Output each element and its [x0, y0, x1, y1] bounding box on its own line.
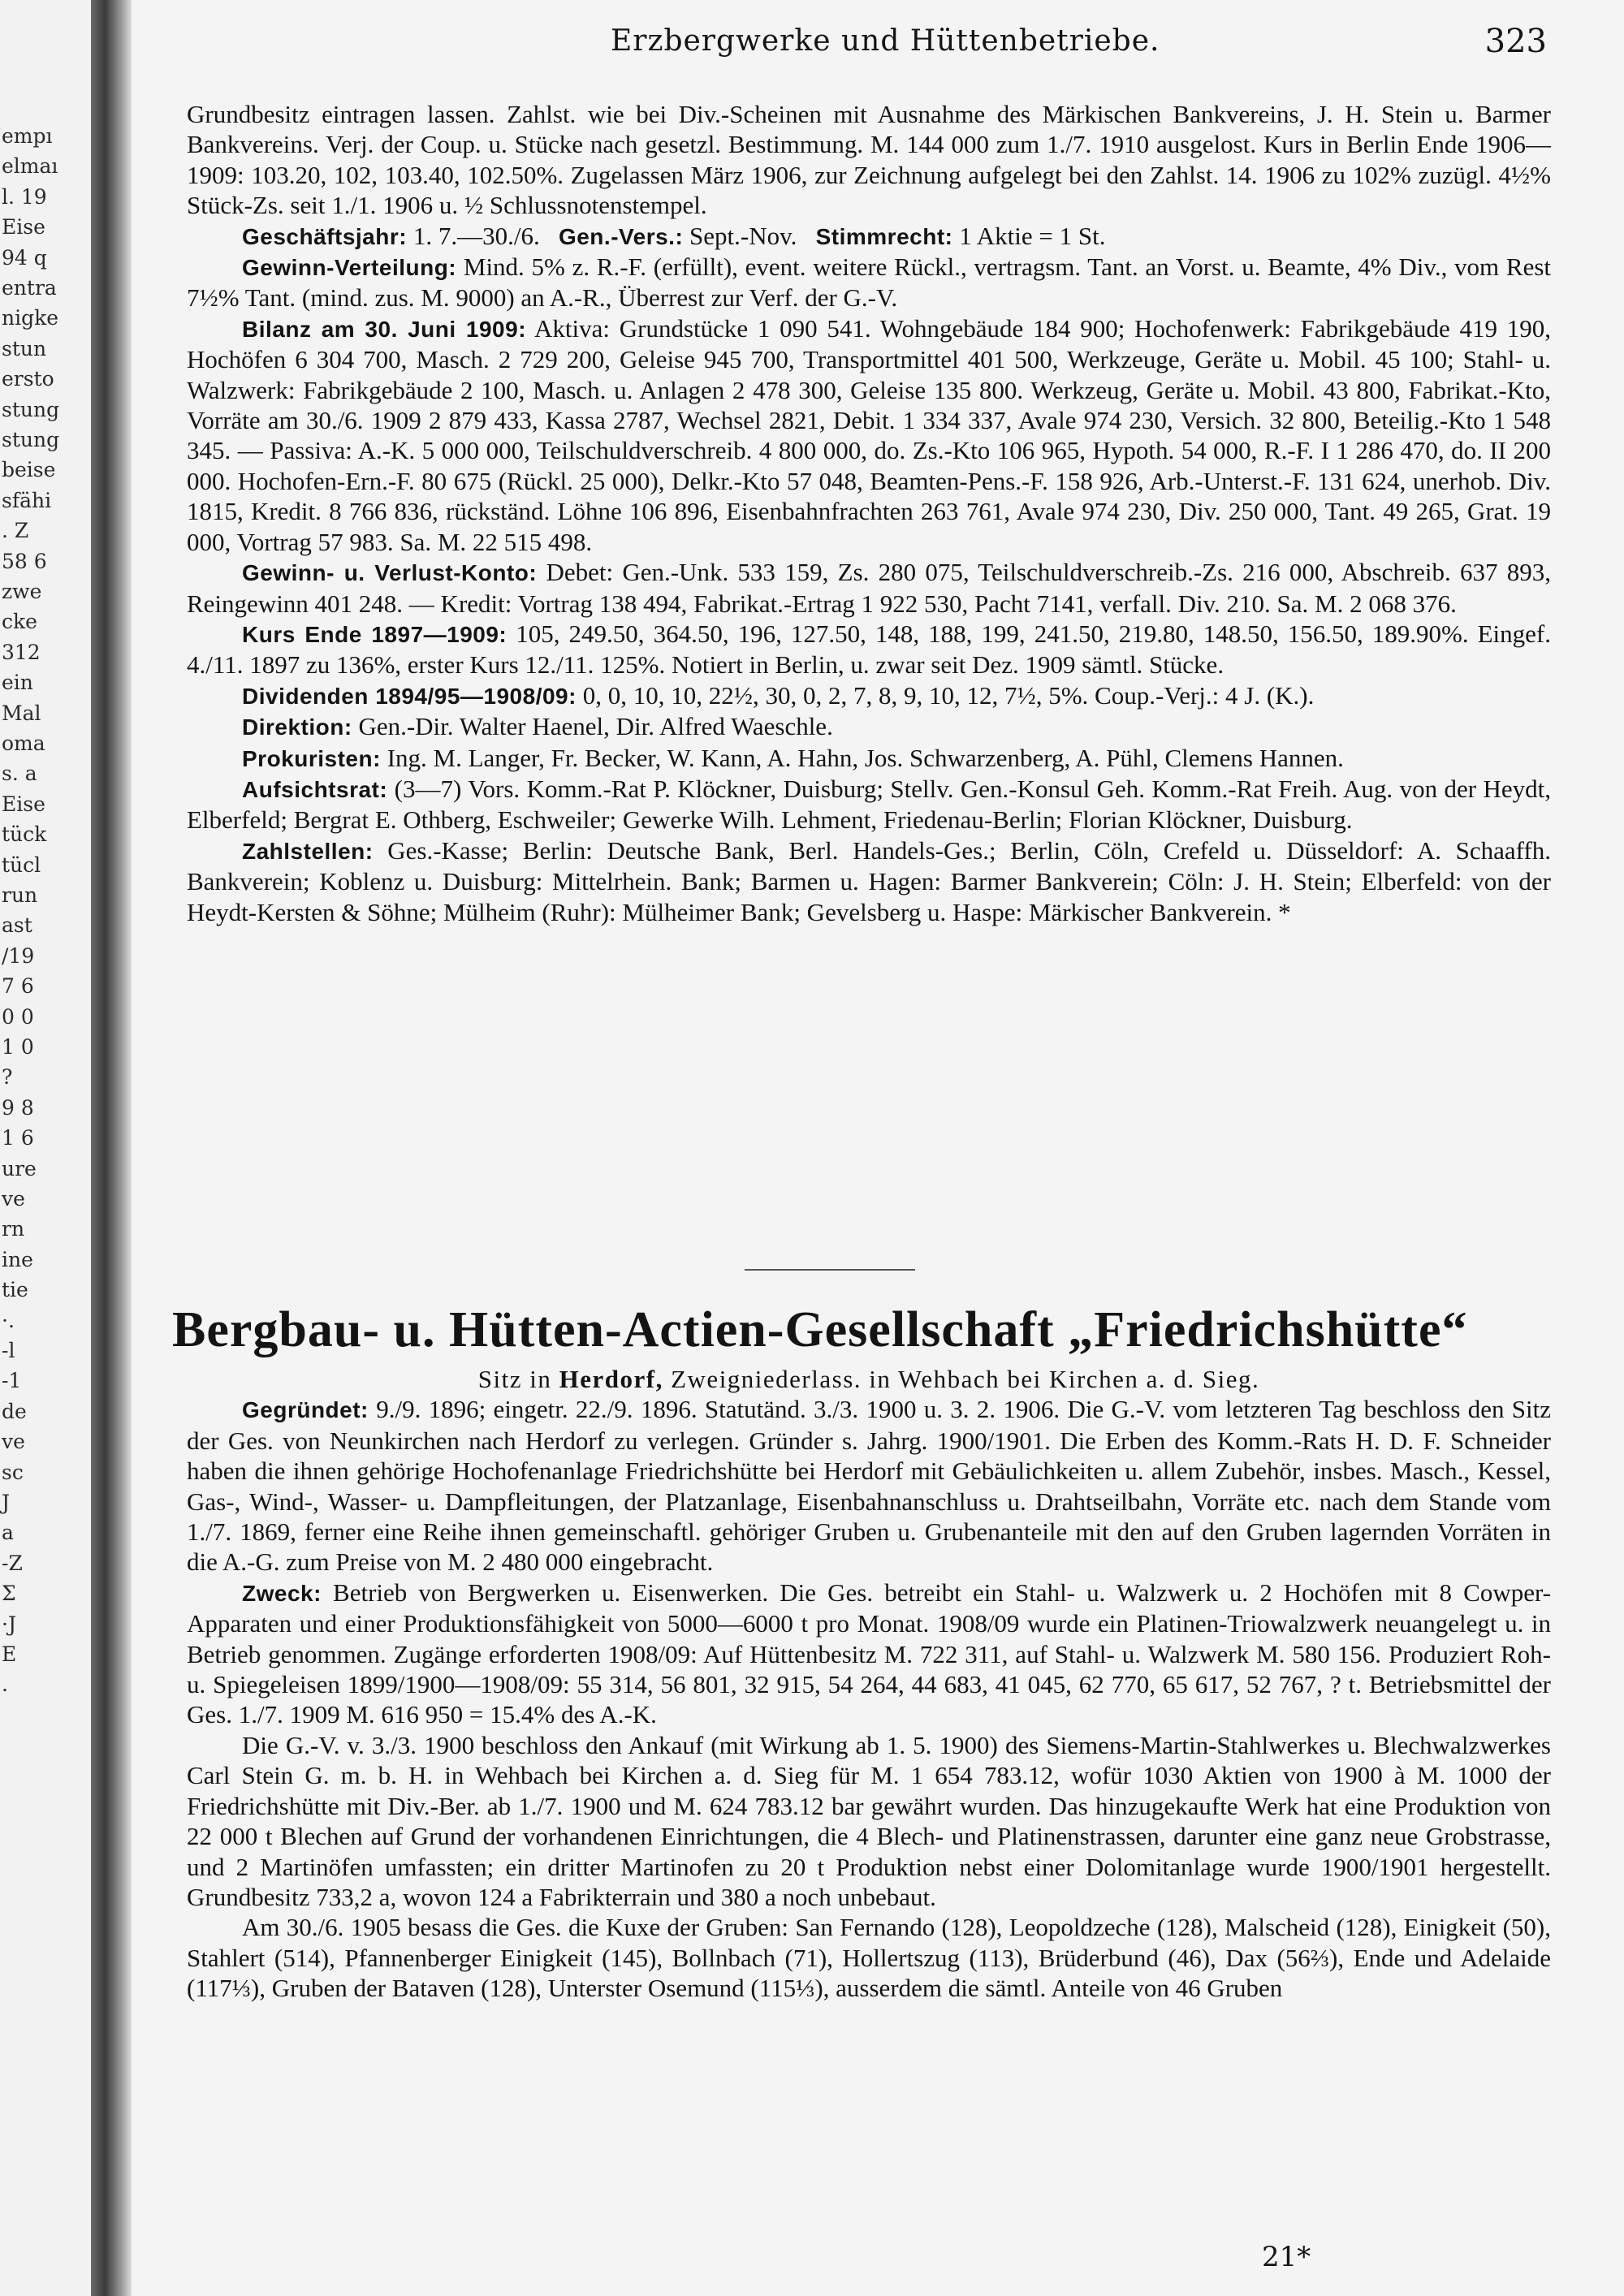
company-entry	[172, 1297, 1552, 2004]
section-divider	[745, 1269, 915, 1271]
signature-mark: 21*	[1262, 2241, 1311, 2273]
field-label: Zahlstellen:	[242, 838, 374, 864]
margin-fragment: zwe	[2, 580, 42, 603]
field-label: Geschäftsjahr:	[242, 223, 408, 249]
margin-fragment: stun	[2, 336, 47, 360]
margin-fragment: ve	[2, 1187, 25, 1211]
margin-fragment: run	[2, 883, 38, 907]
dividends: Dividenden 1894/95—1908/09: 0, 0, 10, 10, 22½, 30, 0, 2, 7, 8, 9, 10, 12, 7½, 5%. Coup.-Verj.: 4 J. (K.).	[242, 680, 1315, 710]
margin-fragment: Eise	[2, 215, 45, 240]
entry-paragraph: Gewinn-Verteilung: Mind. 5% z. R.-F. (erfüllt), event. weitere Rückl., vertragsm. Tant. an Vorst. u. Beamte, 4% Div., vom Rest 7½% Tant. (mind. zus. M. 9000) an A.-R., Überrest zur Verf. der G.-V.	[187, 252, 1552, 313]
paying-agents: Zahlstellen: Ges.-Kasse; Berlin: Deutsche Bank, Berl. Handels-Ges.; Berlin, Cöln, Crefeld u. Düsseldorf: A. Schaaffh. Bankverein; Koblenz u. Duisburg: Mittelrhein. Bank; Barmen u. Hagen: Barmer Bankverein; Cöln: J. H. Stein; Elberfeld: von der Heydt-Kersten & Söhne; Mülheim (Ruhr): Mülheimer Bank; Gevelsberg u. Haspe: Märkischer Bankverein. *	[187, 835, 1551, 926]
margin-fragment: J	[2, 1491, 11, 1514]
field-label: Zweck:	[242, 1580, 322, 1606]
margin-fragment: ·J	[2, 1612, 16, 1636]
facing-page-edge	[0, 0, 91, 2296]
margin-fragment: 58 6	[2, 549, 47, 573]
margin-fragment: sfähi	[2, 488, 52, 512]
margin-fragment: elmaı	[2, 154, 58, 179]
margin-fragment: 0 0	[2, 1004, 34, 1029]
company-seat: Sitz in Herdorf, Zweigniederlass. in Wehbach bei Kirchen a. d. Sieg.	[477, 1365, 1260, 1393]
field-label: Dividenden 1894/95—1908/09:	[242, 683, 577, 709]
margin-fragment: ine	[2, 1247, 33, 1271]
price-history: Kurs Ende 1897—1909: 105, 249.50, 364.50, 196, 127.50, 148, 188, 199, 241.50, 219.80, 148.50, 156.50, 189.90%. Eingef. 4./11. 1897 zu 136%, erster Kurs 12./11. 125%. Notiert in Berlin, u. zwar seit Dez. 1909 sämtl. Stücke.	[187, 619, 1551, 680]
field-label: Stimmrecht:	[815, 223, 953, 249]
founding-paragraph: Gegründet: 9./9. 1896; eingetr. 22./9. 1896. Statutänd. 3./3. 1900 u. 3. 2. 1906. Die G.-V. vom letzteren Tag beschloss den Sitz der Ges. von Neunkirchen nach Herdorf zu verlegen. Gründer s. Jahrg. 1900/1901. Die Erben des Komm.-Rats H. D. F. Schneider haben die ihnen gehörige Hochofenanlage Friedrichshütte bei Herdorf mit Gebäulichkeiten u. allem Zubehör, insbes. Masch., Kessel, Gas-, Wind-, Wasser- u. Dampfleitungen, der Platzanlage, Eisenbahnanschluss u. Drahtseilbahn, Vorräte etc. nach dem Stande vom 1./7. 1869, ferner eine Reihe ihnen gemeinschaftl. gehöriger Gruben u. Grubenanteile mit den auf den Gruben lagernden Vorräten in die A.-G. zum Preise von M. 2 480 000 eingebracht.	[187, 1395, 1552, 1577]
margin-fragment: ast	[2, 913, 32, 938]
margin-fragment: . Z	[2, 519, 29, 543]
margin-fragment: tie	[2, 1278, 28, 1302]
page-number: 323	[1484, 23, 1547, 60]
field-label: Bilanz am 30. Juni 1909:	[242, 316, 527, 342]
margin-fragment: 1 6	[2, 1126, 34, 1150]
field-label: Aufsichtsrat:	[242, 776, 388, 802]
margin-fragment: tücl	[2, 852, 41, 877]
margin-fragment: tück	[2, 822, 47, 847]
field-label: Gegründet:	[242, 1397, 369, 1423]
margin-fragment: empı	[2, 124, 53, 148]
margin-fragment: -l	[2, 1339, 15, 1362]
field-label: Prokuristen:	[242, 745, 381, 771]
margin-fragment: ve	[2, 1430, 25, 1454]
margin-fragment: ·.	[2, 1308, 15, 1332]
management: Direktion: Gen.-Dir. Walter Haenel, Dir. Alfred Waeschle.	[242, 712, 833, 741]
margin-fragment: s. a	[2, 762, 37, 786]
margin-fragment: cke	[2, 610, 37, 634]
margin-fragment: a	[2, 1521, 14, 1545]
field-label: Gewinn- u. Verlust-Konto:	[242, 560, 538, 586]
purpose-paragraph: Zweck: Betrieb von Bergwerken u. Eisenwerken. Die Ges. betreibt ein Stahl- u. Walzwerk u. 2 Hochöfen mit 8 Cowper-Apparaten und einer Produktionsfähigkeit von 5000—6000 t pro Monat. 1908/09 wurde ein Platinen-Triowalzwerk neuangelegt u. in Betrieb genommen. Zugänge erforderten 1908/09: Auf Hüttenbesitz M. 722 311, auf Stahl- u. Walzwerk M. 580 156. Produziert Roh- u. Spiegeleisen 1899/1900—1908/09: 55 314, 56 801, 32 915, 54 264, 44 683, 41 045, 62 770, 65 617, 52 767, ? t. Betriebsmittel der Ges. 1./7. 1909 M. 616 950 = 15.4% des A.-K.	[187, 1577, 1551, 1729]
margin-fragment: beise	[2, 458, 56, 482]
margin-fragment: ersto	[2, 367, 54, 391]
authorized-officers: Prokuristen: Ing. M. Langer, Fr. Becker, W. Kann, A. Hahn, Jos. Schwarzenberg, A. Pühl, Clemens Hannen.	[242, 743, 1344, 772]
margin-fragment: stung	[2, 397, 60, 421]
book-gutter	[91, 0, 132, 2296]
margin-fragment: -1	[2, 1369, 22, 1393]
margin-fragment: ein	[2, 671, 33, 695]
margin-fragment: l. 19	[2, 184, 47, 209]
field-label: Gewinn-Verteilung:	[242, 255, 457, 281]
book-page	[132, 0, 1624, 2296]
entry-paragraph: Grundbesitz eintragen lassen. Zahlst. wie bei Div.-Scheinen mit Ausnahme des Märkischen Bankvereins, J. H. Stein u. Barmer Bankvereins. Verj. der Coup. u. Stücke nach gesetzl. Bestimmung. M. 144 000 zum 1./7. 1910 ausgelost. Kurs in Berlin Ende 1906—1909: 103.20, 102, 103.40, 102.50%. Zugelassen März 1906, zur Zeichnung aufgelegt bei den Zahlst. 14. 1906 zu 102% zuzügl. 4½% Stück-Zs. seit 1./1. 1906 u. ½ Schlussnotenstempel.	[187, 100, 1551, 220]
margin-fragment: ure	[2, 1156, 37, 1180]
balance-sheet: Bilanz am 30. Juni 1909: Aktiva: Grundstücke 1 090 541. Wohngebäude 184 900; Hochofenwerk: Fabrikgebäude 419 190, Hochöfen 6 304 700, Masch. 2 729 200, Geleise 945 700, Transportmittel 401 500, Werkzeuge, Geräte u. Mobil. 45 100; Stahl- u. Walzwerk: Fabrikgebäude 2 100, Masch. u. Anlagen 2 478 300, Geleise 135 800. Werkzeug, Geräte u. Mobil. 43 800, Fabrikat.-Kto, Vorräte am 30./6. 1909 2 879 433, Kassa 2787, Wechsel 2821, Debit. 1 334 337, Avale 974 230, Versich. 32 800, Beteilig.-Kto 1 548 345. — Passiva: A.-K. 5 000 000, Teilschuldverschreib. 4 800 000, do. Zs.-Kto 106 965, Hypoth. 54 000, R.-F. I 1 286 470, do. II 200 000. Hochofen-Ern.-F. 80 675 (Rückl. 25 000), Delkr.-Kto 57 048, Beamten-Pens.-F. 158 926, Arb.-Unterst.-F. 131 624, unerhob. Div. 1815, Kredit. 8 766 836, rückständ. Löhne 106 896, Eisenbahnfrachten 263 761, Avale 974 230, Div. 250 000, Tant. 49 265, Grat. 19 000, Vortrag 57 983. Sa. M. 22 515 498.	[187, 313, 1551, 556]
margin-fragment: sc	[2, 1460, 24, 1484]
margin-fragment: Σ	[2, 1582, 16, 1606]
field-label: Direktion:	[242, 714, 352, 740]
margin-fragment: rn	[2, 1217, 25, 1241]
margin-fragment: 94 q	[2, 245, 47, 270]
header-title: Erzbergwerke und Hüttenbetriebe.	[611, 24, 1160, 58]
profit-loss: Gewinn- u. Verlust-Konto: Debet: Gen.-Unk. 533 159, Zs. 280 075, Teilschuldverschreib.-Zs. 216 000, Abschreib. 637 893, Reingewinn 401 248. — Kredit: Vortrag 138 494, Fabrikat.-Ertrag 1 922 530, Pacht 7141, verfall. Div. 210. Sa. M. 2 068 376.	[187, 558, 1551, 618]
margin-fragment: oma	[2, 732, 45, 755]
entry-continuation	[187, 99, 1551, 927]
field-label: Gen.-Vers.:	[558, 223, 684, 249]
mines-paragraph: Am 30./6. 1905 besass die Ges. die Kuxe der Gruben: San Fernando (128), Leopoldzeche (128), Malscheid (128), Einigkeit (50), Stahlert (514), Pfannenberger Einigkeit (145), Bollnbach (71), Hollertszug (113), Brüderbund (46), Dax (56⅔), Ende und Adelaide (117⅓), Gruben der Bataven (128), Unterster Osemund (115⅓), ausserdem die sämtl. Anteile von 46 Gruben	[187, 1913, 1551, 2003]
margin-fragment: stung	[2, 428, 60, 451]
margin-fragment: Mal	[2, 701, 41, 725]
margin-fragment: 1 0	[2, 1035, 34, 1059]
margin-fragment: nigke	[2, 306, 59, 330]
margin-fragment: de	[2, 1399, 27, 1423]
margin-fragment: Eise	[2, 792, 45, 816]
running-header	[132, 18, 1624, 63]
margin-fragment: /19	[2, 943, 35, 968]
margin-fragment: 9 8	[2, 1095, 34, 1120]
margin-fragment: ?	[2, 1065, 13, 1090]
business-year-line: Geschäftsjahr: 1. 7.—30./6. Gen.-Vers.: Sept.-Nov. Stimmrecht: 1 Aktie = 1 St.	[242, 221, 1106, 250]
field-label: Kurs Ende 1897—1909:	[242, 621, 508, 647]
margin-fragment: 312	[2, 640, 41, 664]
company-title: Bergbau- u. Hütten-Actien-Gesellschaft „Friedrichshütte“	[172, 1302, 1468, 1357]
supervisory-board: Aufsichtsrat: (3—7) Vors. Komm.-Rat P. Klöckner, Duisburg; Stellv. Gen.-Konsul Geh. Komm.-Rat Freih. Aug. von der Heydt, Elberfeld; Bergrat E. Othberg, Eschweiler; Gewerke Wilh. Lehment, Friedenau-Berlin; Florian Klöckner, Duisburg.	[187, 774, 1552, 835]
margin-fragment: entra	[2, 276, 57, 300]
acquisition-paragraph: Die G.-V. v. 3./3. 1900 beschloss den Ankauf (mit Wirkung ab 1. 5. 1900) des Siemens-Martin-Stahlwerkes u. Blechwalzwerkes Carl Stein G. m. b. H. in Wehbach bei Kirchen a. d. Sieg für M. 1 654 783.12, wofür 1030 Aktien von 1900 à M. 1000 der Friedrichshütte mit Div.-Ber. ab 1./7. 1900 und M. 624 783.12 bar gewährt wurden. Das hinzugekaufte Werk hat eine Produktion von 22 000 t Blechen auf Grund der vorhandenen Einrichtungen, die 4 Blech- und Platinenstrassen, darunter eine ganz neue Grobstrasse, und 2 Martinöfen umfassten; ein dritter Martinofen zu 20 t Produktion nebst einer Dolomitanlage wurde 1900/1901 hergestellt. Grundbesitz 733,2 a, wovon 124 a Fabrikterrain und 380 a noch unbebaut.	[187, 1730, 1551, 1911]
margin-fragment: -Z	[2, 1551, 23, 1575]
margin-fragment: 7 6	[2, 974, 34, 999]
margin-fragment: .	[2, 1672, 8, 1697]
margin-fragment: E	[2, 1642, 17, 1666]
